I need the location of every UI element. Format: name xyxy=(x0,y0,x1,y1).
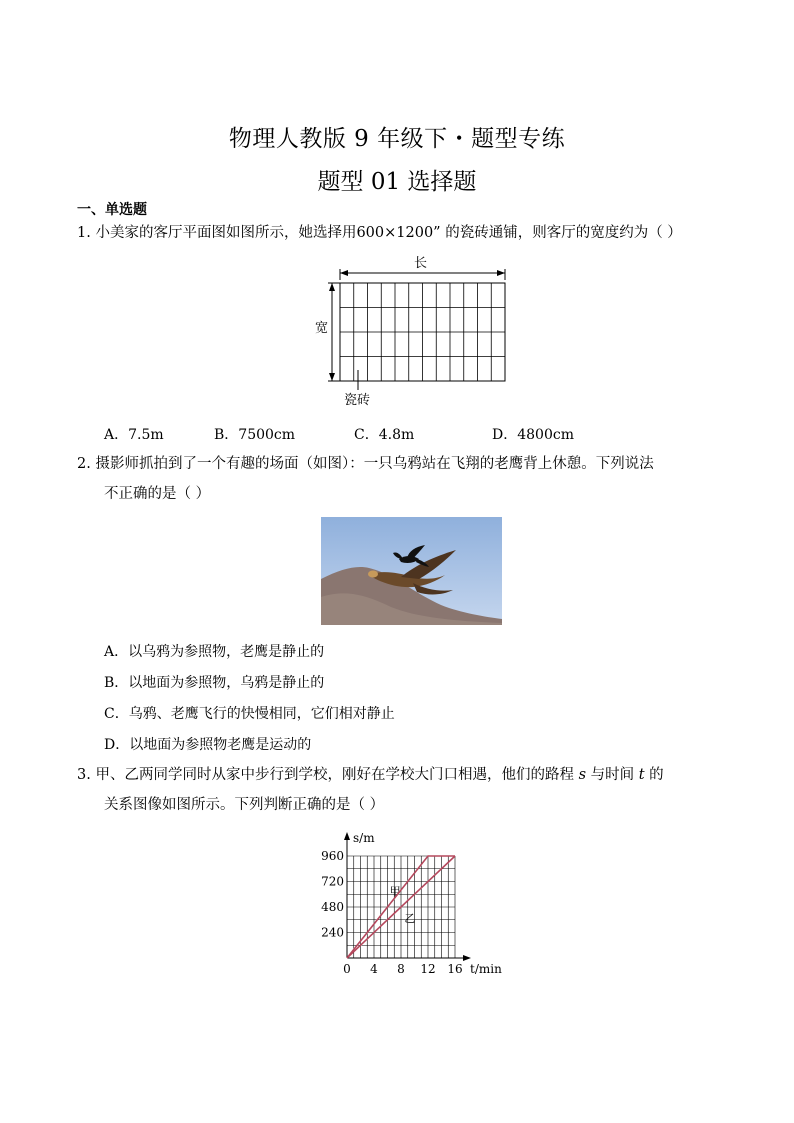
y-tick-label: 720 xyxy=(321,874,344,889)
page-subtitle: 题型 01 选择题 xyxy=(317,169,477,195)
label-tile: 瓷砖 xyxy=(344,393,371,408)
section-heading: 一、单选题 xyxy=(77,202,147,218)
q3-var-t: t xyxy=(638,767,645,783)
y-axis-label: s/m xyxy=(353,831,375,845)
y-tick-label: 240 xyxy=(321,925,344,940)
length-arrow-right xyxy=(497,270,505,276)
question-1-text: 1. 小美家的客厅平面图如图所示，她选择用600×1200” 的瓷砖通铺，则客厅的宽度约为（ ） xyxy=(77,225,682,241)
q1-option-b: B．7500cm xyxy=(214,427,296,443)
tile-grid xyxy=(340,283,505,381)
distance-time-chart xyxy=(316,828,516,978)
question-2-line-2: 不正确的是（ ） xyxy=(104,486,211,502)
y-tick-label: 960 xyxy=(321,849,344,863)
q3-line1-part-b: 与时间 xyxy=(586,767,639,783)
series-label-1: 甲 xyxy=(389,884,401,898)
x-tick-label: 8 xyxy=(397,962,405,976)
length-arrow-left xyxy=(340,270,348,276)
width-arrow-top xyxy=(329,283,335,291)
x-axis-arrow xyxy=(463,955,471,961)
x-tick-label: 0 xyxy=(343,962,351,976)
page-title: 物理人教版 9 年级下・题型专练 xyxy=(228,126,566,152)
x-tick-label: 16 xyxy=(447,962,463,976)
series-label-2: 乙 xyxy=(404,911,416,925)
eagle-crow-photo xyxy=(321,517,502,625)
q1-option-a: A．7.5m xyxy=(104,427,164,443)
q3-line1-part-a: 3. 甲、乙两同学同时从家中步行到学校，刚好在学校大门口相遇，他们的路程 xyxy=(77,767,579,783)
question-3-line-1 xyxy=(77,760,664,790)
q2-option-c: C．乌鸦、老鹰飞行的快慢相同，它们相对静止 xyxy=(104,706,395,722)
y-tick-label: 480 xyxy=(321,900,344,914)
width-arrow-bottom xyxy=(329,373,335,381)
q2-option-d: D．以地面为参照物老鹰是运动的 xyxy=(104,737,312,753)
x-axis-label: t/min xyxy=(470,962,502,976)
tile-floor-figure xyxy=(312,252,512,412)
q3-line1-part-c: 的 xyxy=(644,767,664,783)
q1-option-d: D．4800cm xyxy=(492,427,574,443)
x-tick-label: 12 xyxy=(420,962,436,976)
question-3-line-2: 关系图像如图所示。下列判断正确的是（ ） xyxy=(104,797,385,813)
q1-option-c: C．4.8m xyxy=(354,427,415,443)
question-2-line-1: 2. 摄影师抓拍到了一个有趣的场面（如图）：一只乌鸦站在飞翔的老鹰背上休憩。下列说法 xyxy=(77,456,654,472)
x-tick-label: 4 xyxy=(370,962,378,976)
q2-option-b: B．以地面为参照物，乌鸦是静止的 xyxy=(104,675,325,691)
q3-var-s: s xyxy=(578,767,587,783)
q2-option-a: A．以乌鸦为参照物，老鹰是静止的 xyxy=(104,644,325,660)
label-width: 宽 xyxy=(315,321,329,336)
y-axis-arrow xyxy=(344,832,350,840)
label-length: 长 xyxy=(414,256,428,271)
